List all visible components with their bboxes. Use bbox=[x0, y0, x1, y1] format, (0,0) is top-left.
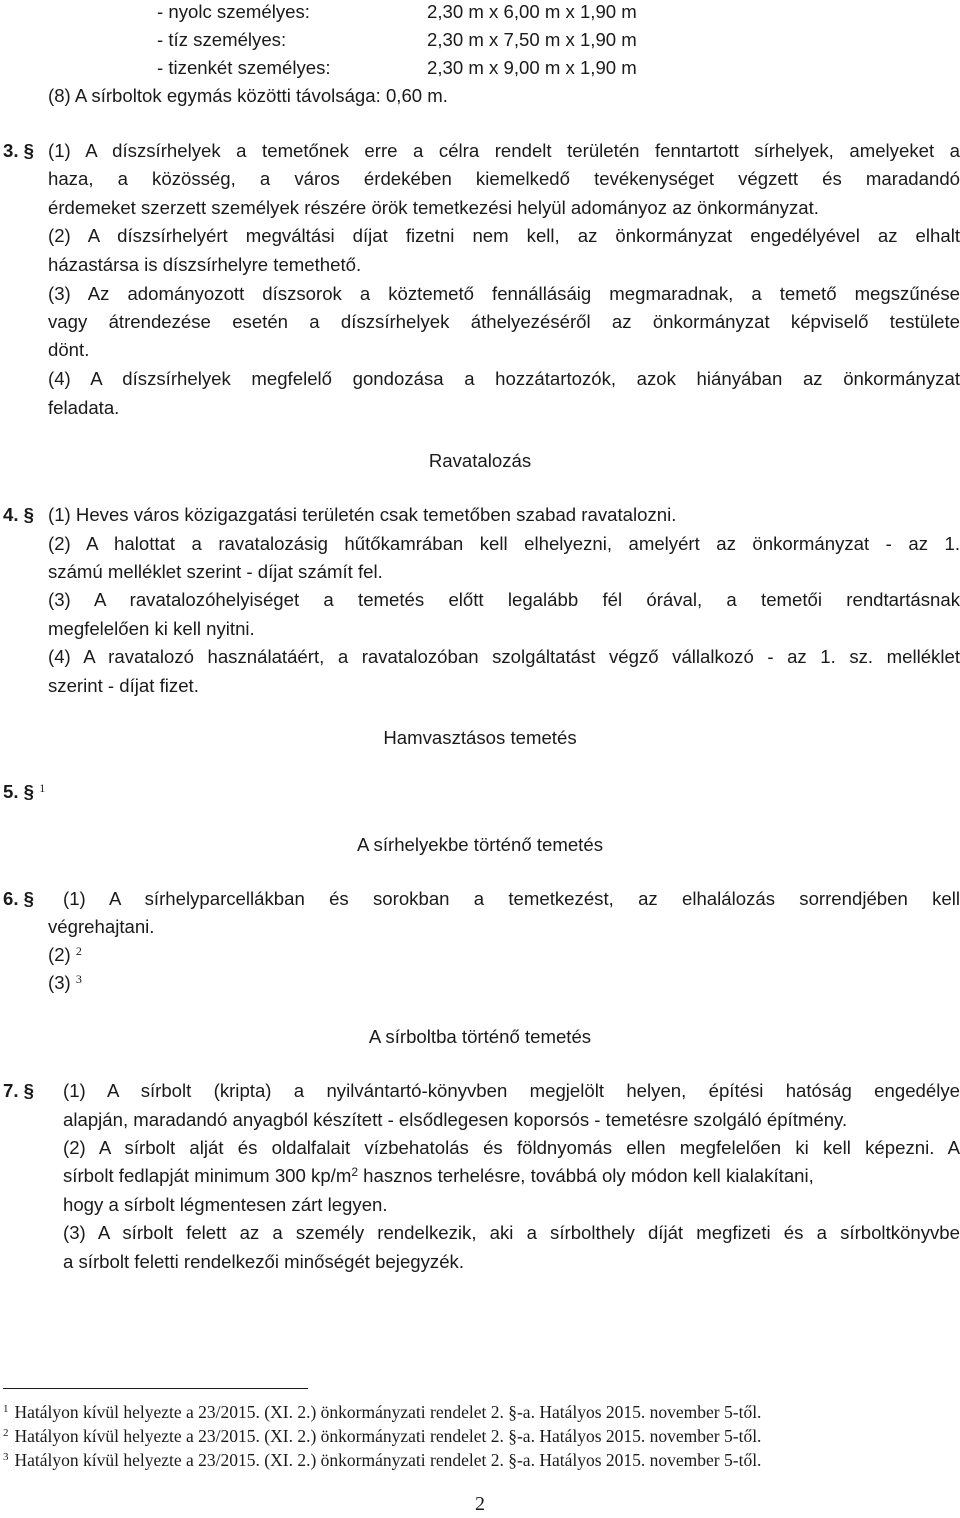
section-6-number: 6. § bbox=[3, 888, 35, 909]
section-6-para-2 bbox=[48, 941, 82, 969]
section-7-line-2: alapján, maradandó anyagból készített - elsődlegesen koporsós - temetésre szolgáló építmény. bbox=[63, 1109, 848, 1130]
section-4-para-4a: (4) A ravatalozó használatáért, a ravatalozóban szolgáltatást végző vállalkozó - az 1. sz. melléklet bbox=[48, 646, 960, 667]
dimension-label: - nyolc személyes: bbox=[157, 1, 310, 22]
footnote-separator bbox=[3, 1388, 308, 1389]
footnote-ref: 2 bbox=[75, 944, 82, 958]
section-6-line-1: (1) A sírhelyparcellákban és sorokban a temetkezést, az elhalálozás sorrendjében kell bbox=[63, 888, 960, 909]
section-4-para-2a: (2) A halottat a ravatalozásig hűtőkamrában kell elhelyezni, amelyért az önkormányzat - az 1. bbox=[48, 533, 960, 554]
footnote-number: 2 bbox=[3, 1427, 9, 1439]
section-3-number: 3. § bbox=[3, 140, 35, 161]
section-3-para-3b: vagy átrendezése esetén a díszsírhelyek áthelyezéséről az önkormányzat képviselő testülete bbox=[48, 311, 960, 332]
section-7-para-3a: (3) A sírbolt felett az a személy rendelkezik, aki a sírbolthely díját megfizeti és a sírboltkönyvbe bbox=[63, 1222, 960, 1243]
section-4-para-3b: megfelelően ki kell nyitni. bbox=[48, 618, 255, 639]
section-7-para-2b bbox=[63, 1162, 960, 1190]
para-number: (2) bbox=[48, 944, 71, 965]
section-3-para-2a: (2) A díszsírhelyért megváltási díjat fizetni nem kell, az önkormányzat engedélyével az elhalt bbox=[48, 225, 960, 246]
heading-sirhely: A sírhelyekbe történő temetés bbox=[357, 834, 603, 855]
section-3-para-4a: (4) A díszsírhelyek megfelelő gondozása a hozzátartozók, azok hiányában az önkormányzat bbox=[48, 368, 960, 389]
footnote-number: 1 bbox=[3, 1403, 9, 1415]
section-3-para-2b: házastársa is díszsírhelyre temethető. bbox=[48, 254, 362, 275]
para-number: (3) bbox=[48, 972, 71, 993]
paragraph-8: (8) A sírboltok egymás közötti távolsága: 0,60 m. bbox=[48, 85, 448, 106]
section-3-para-3c: dönt. bbox=[48, 339, 90, 360]
footnote bbox=[3, 1425, 761, 1447]
section-7-para-2c: hogy a sírbolt légmentesen zárt legyen. bbox=[63, 1194, 388, 1215]
footnote-ref: 3 bbox=[75, 972, 82, 986]
section-5-number: 5. § bbox=[3, 781, 35, 802]
section-4-para-4b: szerint - díjat fizet. bbox=[48, 675, 199, 696]
superscript: 2 bbox=[351, 1165, 359, 1179]
dimension-label: - tizenkét személyes: bbox=[157, 57, 331, 78]
section-3-line-3: érdemeket szerzett személyek részére örök temetkezési helyül adományoz az önkormányzat. bbox=[48, 197, 819, 218]
footnote bbox=[3, 1449, 761, 1471]
dimension-value: 2,30 m x 7,50 m x 1,90 m bbox=[427, 29, 637, 50]
dimension-value: 2,30 m x 9,00 m x 1,90 m bbox=[427, 57, 637, 78]
section-6-para-3 bbox=[48, 969, 82, 997]
heading-sirbolt: A sírboltba történő temetés bbox=[368, 1026, 592, 1047]
section-7-number: 7. § bbox=[3, 1080, 35, 1101]
section-3-line-1: (1) A díszsírhelyek a temetőnek erre a célra rendelt területén fenntartott sírhelyek, amelyeket a bbox=[48, 140, 960, 161]
section-4-number: 4. § bbox=[3, 504, 35, 525]
heading-ravatalozas: Ravatalozás bbox=[428, 450, 532, 471]
dimension-value: 2,30 m x 6,00 m x 1,90 m bbox=[427, 1, 637, 22]
section-5 bbox=[3, 778, 45, 806]
footnote-text: Hatályon kívül helyezte a 23/2015. (XI. 2.) önkormányzati rendelet 2. §-a. Hatályos 2015. november 5-től. bbox=[14, 1402, 762, 1422]
section-7-line-1: (1) A sírbolt (kripta) a nyilvántartó-könyvben megjelölt helyen, építési hatóság engedélye bbox=[63, 1080, 960, 1101]
dimension-row bbox=[157, 0, 310, 26]
section-7-para-2a: (2) A sírbolt alját és oldalfalait vízbehatolás és földnyomás ellen megfelelően ki kell képezni. A bbox=[63, 1137, 960, 1158]
page-number: 2 bbox=[475, 1493, 485, 1515]
footnote-text: Hatályon kívül helyezte a 23/2015. (XI. 2.) önkormányzati rendelet 2. §-a. Hatályos 2015. november 5-től. bbox=[14, 1450, 762, 1470]
section-3-para-4b: feladata. bbox=[48, 397, 120, 418]
text-fragment: hasznos terhelésre, továbbá oly módon kell kialakítani, bbox=[358, 1165, 814, 1186]
footnote bbox=[3, 1401, 761, 1423]
footnote-ref: 1 bbox=[39, 781, 46, 795]
section-4-line-1: (1) Heves város közigazgatási területén csak temetőben szabad ravatalozni. bbox=[48, 504, 677, 525]
section-7-para-3b: a sírbolt feletti rendelkezői minőségét bejegyzék. bbox=[63, 1251, 465, 1272]
section-4-para-2b: számú melléklet szerint - díjat számít fel. bbox=[48, 561, 383, 582]
dimension-label: - tíz személyes: bbox=[157, 29, 287, 50]
section-3-para-3a: (3) Az adományozott díszsorok a köztemető fennállásáig megmaradnak, a temető megszűnése bbox=[48, 283, 960, 304]
heading-hamvasztasos: Hamvasztásos temetés bbox=[383, 727, 577, 748]
footnote-number: 3 bbox=[3, 1451, 9, 1463]
section-4-para-3a: (3) A ravatalozóhelyiséget a temetés előtt legalább fél órával, a temetői rendtartásnak bbox=[48, 589, 960, 610]
footnote-text: Hatályon kívül helyezte a 23/2015. (XI. 2.) önkormányzati rendelet 2. §-a. Hatályos 2015. november 5-től. bbox=[14, 1426, 762, 1446]
text-fragment: sírbolt fedlapját minimum 300 kp/m bbox=[63, 1165, 352, 1186]
section-6-line-2: végrehajtani. bbox=[48, 916, 155, 937]
section-3-line-2: haza, a közösség, a város érdekében kiemelkedő tevékenységet végzett és maradandó bbox=[48, 168, 960, 189]
